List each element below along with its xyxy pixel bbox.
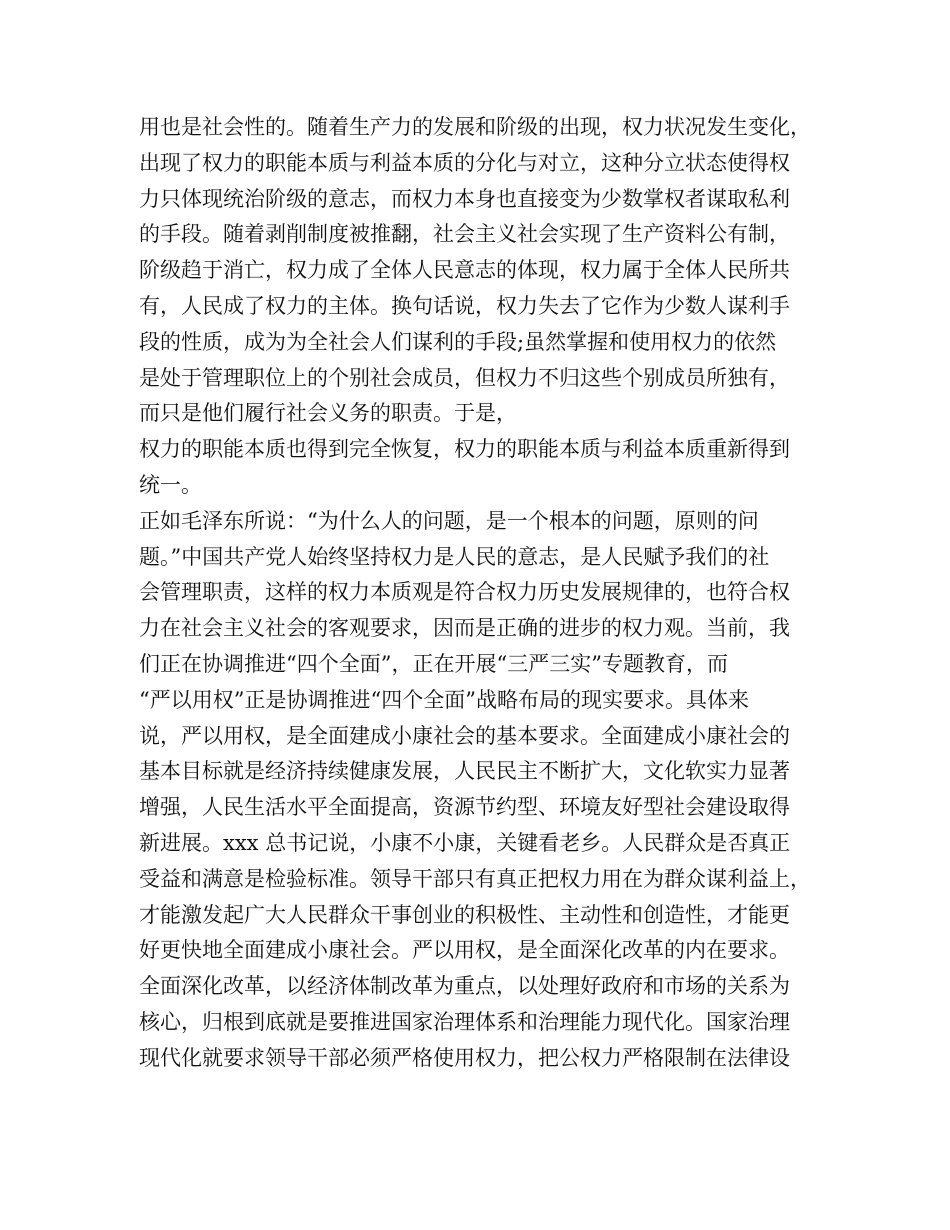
text-line: 力在社会主义社会的客观要求，因而是正确的进步的权力观。当前，我 (139, 616, 790, 641)
text-line: 新进展。xxx 总书记说，小康不小康，关键看老乡。人民群众是否真正 (139, 830, 791, 855)
text-line: 们正在协调推进“四个全面”，正在开展“三严三实”专题教育，而 (139, 651, 728, 676)
text-line: 受益和满意是检验标准。领导干部只有真正把权力用在为群众谋利益上， (139, 866, 811, 891)
text-line: 统一。 (139, 472, 202, 497)
text-line: 现代化就要求领导干部必须严格使用权力，把公权力严格限制在法律设 (139, 1045, 790, 1070)
text-line: 全面深化改革，以经济体制改革为重点，以处理好政府和市场的关系为 (139, 974, 790, 999)
body-text (139, 110, 829, 1077)
text-line: 正如毛泽东所说：“为什么人的问题，是一个根本的问题，原则的问 (139, 508, 759, 533)
text-line: 好更快地全面建成小康社会。严以用权，是全面深化改革的内在要求。 (139, 938, 790, 963)
text-line: 力只体现统治阶级的意志，而权力本身也直接变为少数掌权者谋取私利 (139, 186, 790, 211)
text-line: 会管理职责，这样的权力本质观是符合权力历史发展规律的，也符合权 (139, 580, 790, 605)
text-line: 是处于管理职位上的个别社会成员，但权力不归这些个别成员所独有， (139, 365, 790, 390)
text-line: 题。”中国共产党人始终坚持权力是人民的意志，是人民赋予我们的社 (139, 544, 770, 569)
text-line: “严以用权”正是协调推进“四个全面”战略布局的现实要求。具体来 (139, 687, 749, 712)
text-line: 段的性质，成为为全社会人们谋利的手段;虽然掌握和使用权力的依然 (139, 329, 777, 354)
text-line: 说，严以用权，是全面建成小康社会的基本要求。全面建成小康社会的 (139, 723, 790, 748)
text-line: 有，人民成了权力的主体。换句话说，权力失去了它作为少数人谋利手 (139, 293, 790, 318)
text-line: 核心，归根到底就是要推进国家治理体系和治理能力现代化。国家治理 (139, 1009, 790, 1034)
text-line: 权力的职能本质也得到完全恢复，权力的职能本质与利益本质重新得到 (139, 437, 790, 462)
text-line: 阶级趋于消亡，权力成了全体人民意志的体现，权力属于全体人民所共 (139, 258, 790, 283)
text-line: 用也是社会性的。随着生产力的发展和阶级的出现，权力状况发生变化， (139, 115, 811, 139)
text-line: 增强，人民生活水平全面提高，资源节约型、环境友好型社会建设取得 (139, 795, 790, 820)
text-line: 出现了权力的职能本质与利益本质的分化与对立，这种分立状态使得权 (139, 150, 790, 175)
text-line: 的手段。随着剥削制度被推翻，社会主义社会实现了生产资料公有制， (139, 222, 790, 247)
text-line: 而只是他们履行社会义务的职责。于是， (139, 401, 517, 426)
text-line: 才能激发起广大人民群众干事创业的积极性、主动性和创造性，才能更 (139, 902, 790, 927)
text-line: 基本目标就是经济持续健康发展，人民民主不断扩大，文化软实力显著 (139, 759, 790, 784)
